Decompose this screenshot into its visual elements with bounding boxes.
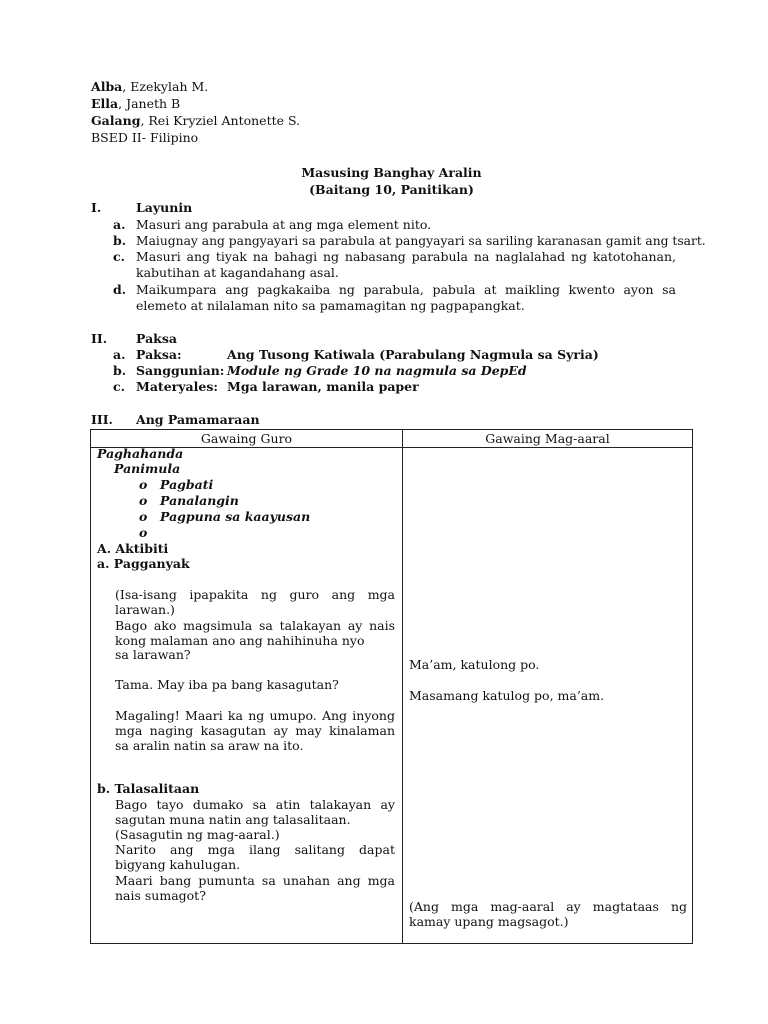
bullet-item: Panalangin bbox=[160, 493, 239, 508]
paksa-label: Paksa: bbox=[136, 347, 182, 362]
materyales-label: Materyales: bbox=[136, 379, 218, 394]
sanggunian-label: Sanggunian: bbox=[136, 363, 225, 378]
guro-paragraph: (Sasagutin ng mag-aaral.) bbox=[115, 827, 280, 842]
section-number: II. bbox=[91, 331, 108, 346]
guro-paragraph: Tama. May iba pa bang kasagutan? bbox=[115, 677, 339, 692]
bullet-item: Pagpuna sa kaayusan bbox=[160, 509, 311, 524]
procedure-table bbox=[90, 429, 693, 944]
aaral-response: Masamang katulog po, ma’am. bbox=[409, 688, 605, 703]
guro-paragraph: Bago ako magsimula sa talakayan ay nais kong malaman ano ang nahihinuha nyo bbox=[115, 618, 395, 648]
column-header-guro: Gawaing Guro bbox=[200, 431, 293, 446]
author-surname: Galang bbox=[91, 113, 141, 128]
guro-paragraph: Magaling! Maari ka ng umupo. Ang inyong mga naging kasagutan ay may kinalaman sa aralin natin sa araw na ito. bbox=[115, 708, 395, 753]
aktibiti-heading: A. Aktibiti bbox=[97, 541, 169, 556]
bullet-icon: o bbox=[139, 525, 148, 540]
materyales-value: Mga larawan, manila paper bbox=[227, 379, 419, 394]
guro-paragraph: Narito ang mga ilang salitang dapat bigyang kahulugan. bbox=[115, 842, 395, 872]
document-subtitle: (Baitang 10, Panitikan) bbox=[309, 182, 474, 197]
author-surname: Ella bbox=[91, 96, 119, 111]
document-title: Masusing Banghay Aralin bbox=[301, 165, 482, 180]
pagganyak-heading: a. Pagganyak bbox=[97, 556, 190, 571]
list-letter: b. bbox=[113, 233, 127, 248]
talasalitaan-heading: b. Talasalitaan bbox=[97, 781, 200, 796]
section-number: I. bbox=[91, 200, 102, 215]
bullet-icon: o bbox=[139, 493, 148, 508]
aaral-response: (Ang mga mag-aaral ay magtataas ng kamay upang magsagot.) bbox=[409, 899, 687, 929]
section-heading-paksa: Paksa bbox=[136, 331, 177, 346]
section-heading-layunin: Layunin bbox=[136, 200, 193, 215]
guro-paragraph: Bago tayo dumako sa atin talakayan ay sagutan muna natin ang talasalitaan. bbox=[115, 797, 395, 827]
course-line: BSED II- Filipino bbox=[91, 130, 199, 145]
sanggunian-value: Module ng Grade 10 na nagmula sa DepEd bbox=[227, 363, 527, 378]
paksa-value: Ang Tusong Katiwala (Parabulang Nagmula sa Syria) bbox=[227, 347, 599, 362]
guro-paragraph: sa larawan? bbox=[115, 647, 191, 662]
list-letter: d. bbox=[113, 282, 127, 297]
author-line bbox=[91, 96, 180, 112]
panimula-label: Panimula bbox=[114, 461, 181, 476]
author-given: , Ezekylah M. bbox=[122, 79, 209, 94]
section-heading-pamamaraan: Ang Pamamaraan bbox=[136, 412, 260, 427]
bullet-item: Pagbati bbox=[160, 477, 214, 492]
author-surname: Alba bbox=[91, 79, 123, 94]
list-letter: a. bbox=[113, 217, 126, 232]
list-item: Masuri ang parabula at ang mga element nito. bbox=[136, 217, 432, 232]
bullet-icon: o bbox=[139, 477, 148, 492]
column-header-mag-aaral: Gawaing Mag-aaral bbox=[485, 431, 610, 446]
list-item: Maikumpara ang pagkakaiba ng parabula, pabula at maikling kwento ayon sa elemeto at nilalaman nito sa pamamagitan ng pagpapangkat. bbox=[136, 282, 676, 313]
list-letter: b. bbox=[113, 363, 127, 378]
paghahanda-label: Paghahanda bbox=[97, 446, 184, 461]
list-letter: c. bbox=[113, 249, 125, 264]
aaral-response: Ma’am, katulong po. bbox=[409, 657, 540, 672]
list-letter: c. bbox=[113, 379, 125, 394]
author-given: , Janeth B bbox=[118, 96, 181, 111]
section-number: III. bbox=[91, 412, 113, 427]
author-line bbox=[91, 113, 300, 129]
guro-paragraph: (Isa-isang ipapakita ng guro ang mga larawan.) bbox=[115, 587, 395, 617]
guro-paragraph: Maari bang pumunta sa unahan ang mga nais sumagot? bbox=[115, 873, 395, 903]
bullet-icon: o bbox=[139, 509, 148, 524]
list-item: Masuri ang tiyak na bahagi ng nabasang parabula na naglalahad ng katotohanan, kabutihan at kagandahang asal. bbox=[136, 249, 676, 280]
list-letter: a. bbox=[113, 347, 126, 362]
author-line bbox=[91, 79, 208, 95]
column-divider bbox=[402, 430, 403, 943]
list-item: Maiugnay ang pangyayari sa parabula at pangyayari sa sariling karanasan gamit ang tsart. bbox=[136, 234, 706, 248]
author-given: , Rei Kryziel Antonette S. bbox=[140, 113, 301, 128]
